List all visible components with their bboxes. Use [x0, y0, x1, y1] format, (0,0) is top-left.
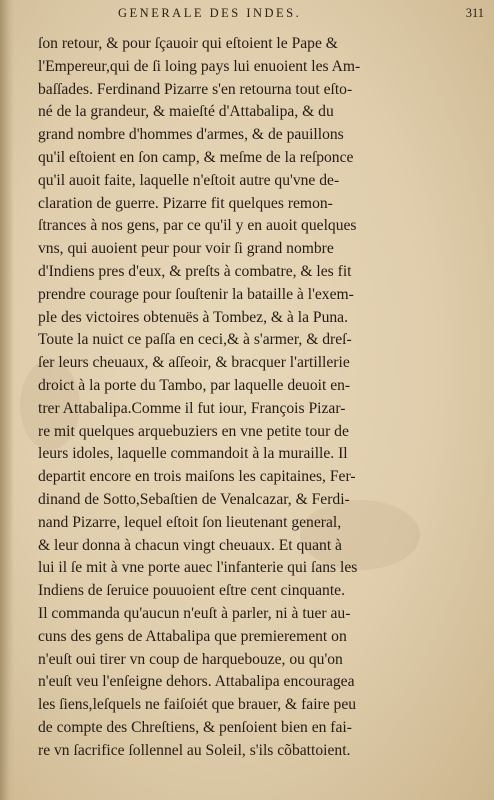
text-line: re mit quelques arquebuziers en vne petite tour de — [38, 422, 349, 440]
text-line: grand nombre d'hommes d'armes, & de pauillons — [38, 126, 344, 144]
text-line: n'euſt oui tirer vn coup de harquebouze, ou qu'on — [38, 650, 343, 668]
text-line: les ſiens,leſquels ne faiſoiét que brauer, & faire peu — [38, 696, 357, 714]
text-line: l'Empereur,qui de ſi loing pays lui enuoient les Am- — [38, 57, 361, 75]
text-line: ſon retour, & pour ſçauoir qui eſtoient le Pape & — [38, 35, 338, 52]
text-line: de compte des Chreſtiens, & penſoient bien en fai- — [38, 718, 352, 736]
text-line: n'euſt veu l'enſeigne dehors. Attabalipa encouragea — [38, 673, 355, 691]
text-line: Il commanda qu'aucun n'euſt à parler, ni à tuer au- — [38, 604, 351, 622]
text-line: baſſades. Ferdinand Pizarre s'en retourna tout eſto- — [38, 80, 353, 98]
text-line: dinand de Sotto,Sebaſtien de Venalcazar, & Ferdi- — [38, 490, 350, 508]
text-line: trer Attabalipa.Comme il fut iour, François Pizar- — [38, 399, 346, 417]
text-line: qu'il eſtoient en ſon camp, & meſme de la reſponce — [38, 148, 354, 166]
text-line: lui il ſe mit à vne porte auec l'infanterie qui ſans les — [38, 559, 358, 577]
text-line: né de la grandeur, & maieſté d'Attabalipa, & du — [38, 103, 334, 121]
text-line: departit encore en trois maiſons les capitaines, Fer- — [38, 468, 356, 486]
text-line: Toute la nuict ce paſſa en ceci,& à s'armer, & dreſ- — [38, 331, 352, 349]
text-line: claration de guerre. Pizarre fit quelques remon- — [38, 194, 333, 212]
page-number: 311 — [465, 6, 484, 20]
text-line: & leur donna à chacun vingt cheuaux. Et quant à — [38, 536, 342, 554]
body-text — [38, 33, 434, 763]
text-line: d'Indiens pres d'eux, & preſts à combatre, & les fit — [38, 262, 352, 280]
page-gutter — [0, 0, 14, 800]
text-line: leurs idoles, laquelle commandoit à la muraille. Il — [38, 445, 348, 463]
running-title: GENERALE DES INDES. — [118, 6, 302, 20]
text-line: ſer leurs cheuaux, & aſſeoir, & bracquer l'artillerie — [38, 354, 350, 372]
text-line: Indiens de ſeruice pouuoient eſtre cent cinquante. — [38, 582, 345, 600]
text-line: cuns des gens de Attabalipa que premierement on — [38, 627, 347, 645]
text-line: nand Pizarre, lequel eſtoit ſon lieutenant general, — [38, 513, 342, 531]
text-line: ple des victoires obtenuës à Tombez, & à la Puna. — [38, 308, 348, 326]
text-line: vns, qui auoient peur pour voir ſi grand nombre — [38, 240, 334, 258]
text-line: qu'il auoit faite, laquelle n'eſtoit autre qu'vne de- — [38, 171, 340, 189]
text-line: ſtrances à nos gens, par ce qu'il y en auoit quelques — [38, 217, 357, 235]
text-line: prendre courage pour ſouſtenir la bataille à l'exem- — [38, 285, 354, 303]
page-header — [118, 4, 484, 26]
text-line: droict à la porte du Tambo, par laquelle deuoit en- — [38, 376, 351, 394]
text-line: re vn ſacrifice ſollennel au Soleil, s'ils cõbattoient. — [38, 741, 351, 759]
